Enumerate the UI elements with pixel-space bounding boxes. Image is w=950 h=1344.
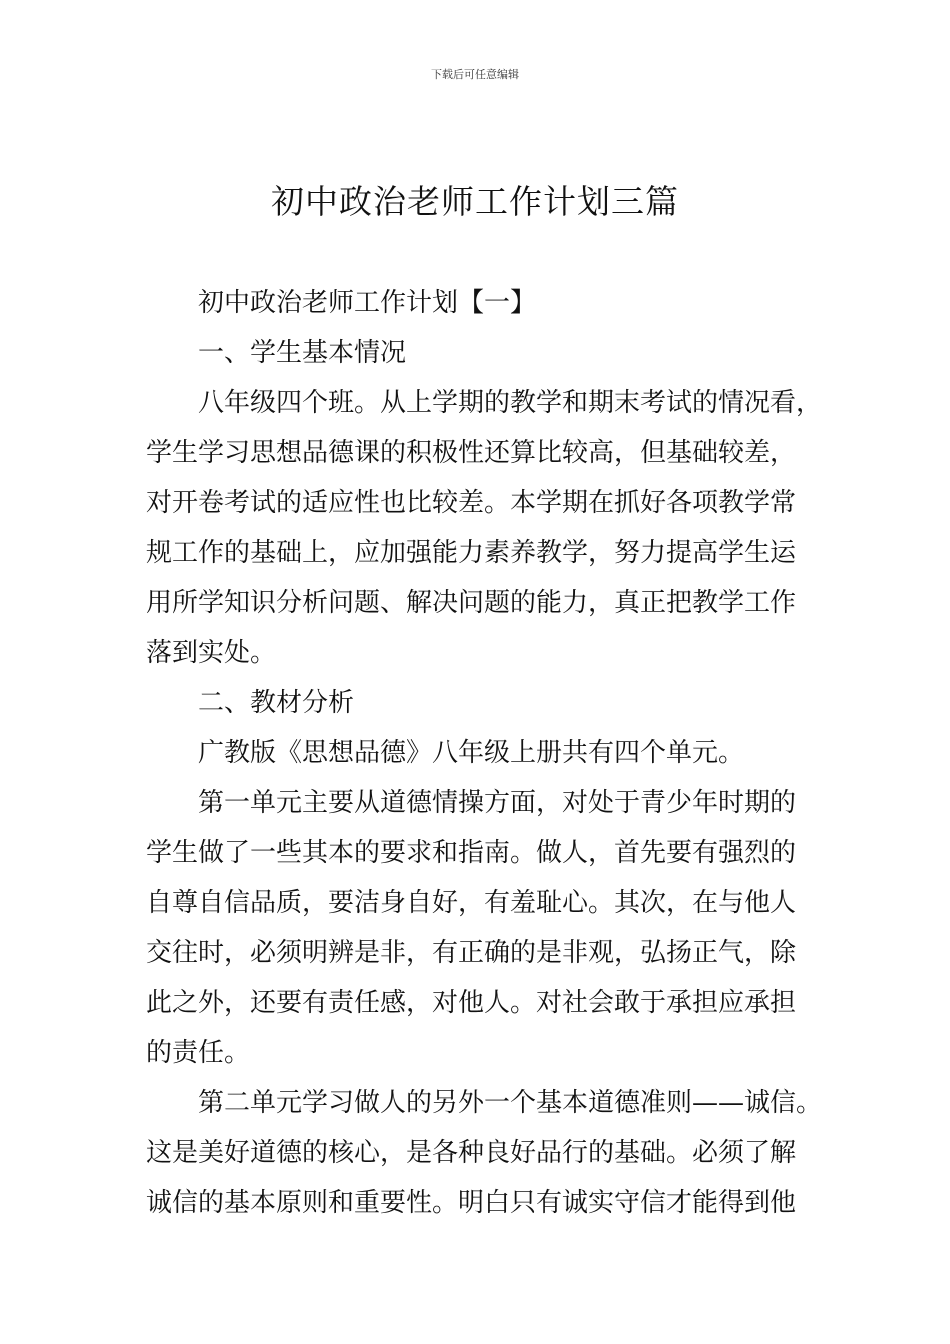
paragraph-line: 诚信的基本原则和重要性。明白只有诚实守信才能得到他 (146, 1188, 797, 1218)
paragraph-line: 广教版《思想品德》八年级上册共有四个单元。 (198, 738, 745, 768)
paragraph-line: 第二单元学习做人的另外一个基本道德准则——诚信。 (198, 1088, 823, 1118)
paragraph-line: 学生学习思想品德课的积极性还算比较高，但基础较差， (146, 438, 797, 468)
paragraph-line: 第一单元主要从道德情操方面，对处于青少年时期的 (198, 788, 797, 818)
paragraph-line: 这是美好道德的核心，是各种良好品行的基础。必须了解 (146, 1138, 797, 1168)
paragraph-line: 用所学知识分析问题、解决问题的能力，真正把教学工作 (146, 588, 797, 618)
paragraph-line: 的责任。 (146, 1038, 251, 1068)
paragraph-line: 学生做了一些其本的要求和指南。做人，首先要有强烈的 (146, 838, 797, 868)
section-heading-textbook: 二、教材分析 (198, 688, 355, 718)
header-note: 下载后可任意编辑 (431, 68, 519, 81)
paragraph-line: 对开卷考试的适应性也比较差。本学期在抓好各项教学常 (146, 488, 797, 518)
paragraph-line: 交往时，必须明辨是非，有正确的是非观，弘扬正气，除 (146, 938, 797, 968)
paragraph-line: 自尊自信品质，要洁身自好，有羞耻心。其次，在与他人 (146, 888, 797, 918)
document-body (146, 278, 836, 1228)
paragraph-line: 规工作的基础上，应加强能力素养教学，努力提高学生运 (146, 538, 797, 568)
document-title: 初中政治老师工作计划三篇 (271, 182, 679, 221)
section-heading-plan-one: 初中政治老师工作计划【一】 (198, 288, 537, 318)
paragraph-line: 八年级四个班。从上学期的教学和期末考试的情况看， (198, 388, 823, 418)
section-heading-students: 一、学生基本情况 (198, 338, 407, 368)
paragraph-line: 落到实处。 (146, 638, 277, 668)
paragraph-line: 此之外，还要有责任感，对他人。对社会敢于承担应承担 (146, 988, 797, 1018)
